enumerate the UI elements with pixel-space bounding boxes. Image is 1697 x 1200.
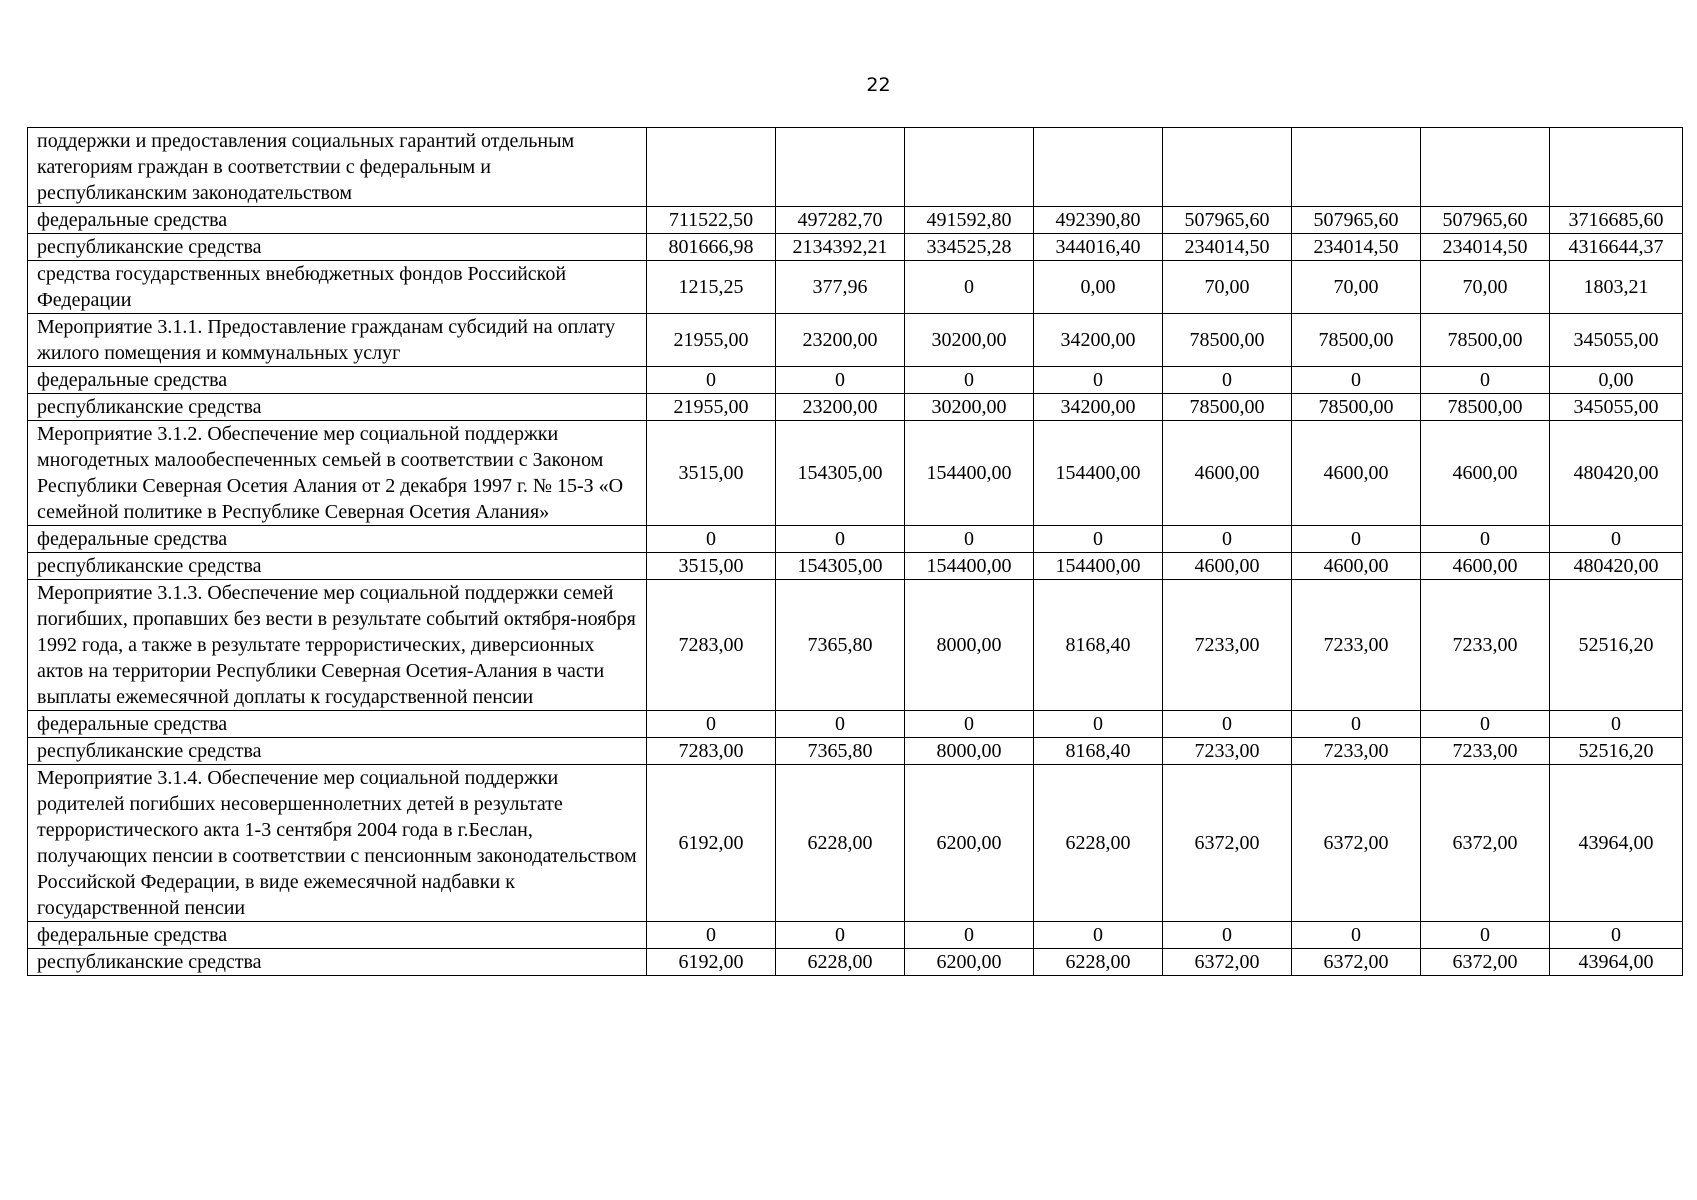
value-cell: 8000,00 [905,738,1034,765]
value-cell: 52516,20 [1550,580,1683,711]
value-cell: 491592,80 [905,207,1034,234]
row-label: Мероприятие 3.1.1. Предоставление гражданам субсидий на оплату жилого помещения и коммунальных услуг [28,314,647,367]
value-cell: 0 [1421,367,1550,394]
value-cell: 0 [905,711,1034,738]
table-row [28,128,1683,207]
value-cell: 4316644,37 [1550,234,1683,261]
table-row [28,580,1683,711]
value-cell: 0 [1292,526,1421,553]
value-cell: 7233,00 [1163,580,1292,711]
value-cell: 0 [1034,922,1163,949]
value-cell: 6372,00 [1292,765,1421,922]
value-cell: 21955,00 [647,314,776,367]
value-cell: 0 [905,526,1034,553]
value-cell: 234014,50 [1421,234,1550,261]
table-row [28,526,1683,553]
row-label: федеральные средства [28,367,647,394]
value-cell: 0 [1163,922,1292,949]
value-cell: 6228,00 [776,765,905,922]
value-cell: 4600,00 [1421,553,1550,580]
value-cell: 0 [1550,711,1683,738]
value-cell: 7365,80 [776,738,905,765]
row-label: республиканские средства [28,738,647,765]
value-cell: 154400,00 [1034,553,1163,580]
value-cell: 154305,00 [776,421,905,526]
value-cell: 4600,00 [1292,421,1421,526]
value-cell: 0 [905,367,1034,394]
value-cell [905,128,1034,207]
table-row [28,314,1683,367]
value-cell: 6228,00 [1034,949,1163,976]
value-cell: 6372,00 [1163,765,1292,922]
value-cell: 34200,00 [1034,394,1163,421]
value-cell: 0 [1163,711,1292,738]
value-cell: 3515,00 [647,421,776,526]
value-cell: 0 [1292,922,1421,949]
funding-table [27,127,1683,976]
value-cell: 6228,00 [1034,765,1163,922]
row-label: федеральные средства [28,711,647,738]
value-cell: 7283,00 [647,580,776,711]
table-body [28,128,1683,976]
value-cell: 0 [1421,526,1550,553]
value-cell: 4600,00 [1163,553,1292,580]
value-cell: 507965,60 [1292,207,1421,234]
value-cell: 234014,50 [1292,234,1421,261]
value-cell: 0 [647,526,776,553]
value-cell: 0 [1034,367,1163,394]
value-cell: 0 [647,922,776,949]
row-label: республиканские средства [28,394,647,421]
table-row [28,261,1683,314]
value-cell: 0,00 [1550,367,1683,394]
value-cell: 6200,00 [905,765,1034,922]
value-cell: 0 [776,367,905,394]
value-cell: 480420,00 [1550,553,1683,580]
value-cell: 0 [776,711,905,738]
value-cell: 0 [1163,526,1292,553]
value-cell: 6228,00 [776,949,905,976]
row-label: федеральные средства [28,526,647,553]
table-row [28,765,1683,922]
value-cell: 78500,00 [1163,314,1292,367]
value-cell: 8168,40 [1034,580,1163,711]
value-cell: 7283,00 [647,738,776,765]
value-cell: 4600,00 [1421,421,1550,526]
value-cell: 70,00 [1292,261,1421,314]
row-label: федеральные средства [28,922,647,949]
row-label: республиканские средства [28,553,647,580]
value-cell: 78500,00 [1292,394,1421,421]
value-cell: 234014,50 [1163,234,1292,261]
value-cell: 711522,50 [647,207,776,234]
row-label: Мероприятие 3.1.2. Обеспечение мер социальной поддержки многодетных малообеспеченных семьей в соответствии с Законом Республики Северная Осетия Алания от 2 декабря 1997 г. № 15-З «О семейной политике в Республике Северная Осетия Алания» [28,421,647,526]
value-cell: 4600,00 [1292,553,1421,580]
value-cell: 0 [1421,711,1550,738]
value-cell: 43964,00 [1550,765,1683,922]
value-cell: 3515,00 [647,553,776,580]
row-label: Мероприятие 3.1.4. Обеспечение мер социальной поддержки родителей погибших несовершеннолетних детей в результате террористического акта 1-3 сентября 2004 года в г.Беслан, получающих пенсии в соответствии с пенсионным законодательством Российской Федерации, в виде ежемесячной надбавки к государственной пенсии [28,765,647,922]
value-cell: 154400,00 [905,421,1034,526]
value-cell: 70,00 [1163,261,1292,314]
value-cell: 78500,00 [1292,314,1421,367]
value-cell: 7233,00 [1163,738,1292,765]
table-row [28,553,1683,580]
value-cell: 492390,80 [1034,207,1163,234]
row-label: поддержки и предоставления социальных гарантий отдельным категориям граждан в соответствии с федеральным и республиканским законодательством [28,128,647,207]
value-cell: 0 [1034,526,1163,553]
value-cell: 507965,60 [1163,207,1292,234]
value-cell: 30200,00 [905,314,1034,367]
value-cell [1421,128,1550,207]
value-cell: 34200,00 [1034,314,1163,367]
value-cell: 0 [905,261,1034,314]
value-cell: 52516,20 [1550,738,1683,765]
value-cell: 6192,00 [647,765,776,922]
value-cell: 377,96 [776,261,905,314]
value-cell: 70,00 [1421,261,1550,314]
table-row [28,394,1683,421]
value-cell: 480420,00 [1550,421,1683,526]
value-cell: 344016,40 [1034,234,1163,261]
value-cell: 78500,00 [1421,394,1550,421]
value-cell: 7233,00 [1292,580,1421,711]
value-cell: 0,00 [1034,261,1163,314]
value-cell: 1215,25 [647,261,776,314]
table-row [28,922,1683,949]
value-cell: 345055,00 [1550,314,1683,367]
value-cell: 6372,00 [1421,765,1550,922]
value-cell: 6200,00 [905,949,1034,976]
value-cell: 8000,00 [905,580,1034,711]
value-cell: 0 [776,922,905,949]
value-cell: 0 [905,922,1034,949]
value-cell: 0 [1292,367,1421,394]
value-cell: 0 [1292,711,1421,738]
row-label: федеральные средства [28,207,647,234]
value-cell: 801666,98 [647,234,776,261]
value-cell: 7233,00 [1292,738,1421,765]
value-cell: 43964,00 [1550,949,1683,976]
value-cell: 345055,00 [1550,394,1683,421]
value-cell: 334525,28 [905,234,1034,261]
row-label: республиканские средства [28,949,647,976]
value-cell [776,128,905,207]
value-cell [647,128,776,207]
table-row [28,421,1683,526]
value-cell: 21955,00 [647,394,776,421]
value-cell [1163,128,1292,207]
value-cell: 23200,00 [776,394,905,421]
table-row [28,949,1683,976]
value-cell: 497282,70 [776,207,905,234]
value-cell: 154400,00 [905,553,1034,580]
value-cell: 4600,00 [1163,421,1292,526]
value-cell: 8168,40 [1034,738,1163,765]
value-cell: 6372,00 [1163,949,1292,976]
row-label: республиканские средства [28,234,647,261]
table-row [28,367,1683,394]
value-cell: 6372,00 [1421,949,1550,976]
value-cell: 0 [647,711,776,738]
value-cell: 3716685,60 [1550,207,1683,234]
value-cell: 2134392,21 [776,234,905,261]
value-cell: 7233,00 [1421,738,1550,765]
value-cell: 6372,00 [1292,949,1421,976]
table-row [28,738,1683,765]
value-cell: 0 [1421,922,1550,949]
value-cell: 0 [1550,526,1683,553]
value-cell: 7233,00 [1421,580,1550,711]
value-cell: 154305,00 [776,553,905,580]
value-cell: 0 [776,526,905,553]
value-cell [1292,128,1421,207]
value-cell [1550,128,1683,207]
table-row [28,234,1683,261]
value-cell: 78500,00 [1421,314,1550,367]
value-cell: 1803,21 [1550,261,1683,314]
table-row [28,711,1683,738]
row-label: средства государственных внебюджетных фондов Российской Федерации [28,261,647,314]
value-cell: 23200,00 [776,314,905,367]
value-cell: 0 [1550,922,1683,949]
value-cell: 507965,60 [1421,207,1550,234]
value-cell: 0 [647,367,776,394]
value-cell: 154400,00 [1034,421,1163,526]
value-cell: 6192,00 [647,949,776,976]
row-label: Мероприятие 3.1.3. Обеспечение мер социальной поддержки семей погибших, пропавших без вести в результате событий октября-ноября 1992 года, а также в результате террористических, диверсионных актов на территории Республики Северная Осетия-Алания в части выплаты ежемесячной доплаты к государственной пенсии [28,580,647,711]
value-cell [1034,128,1163,207]
value-cell: 0 [1034,711,1163,738]
page-number: 22 [866,74,891,96]
value-cell: 7365,80 [776,580,905,711]
value-cell: 30200,00 [905,394,1034,421]
value-cell: 0 [1163,367,1292,394]
table-row [28,207,1683,234]
value-cell: 78500,00 [1163,394,1292,421]
